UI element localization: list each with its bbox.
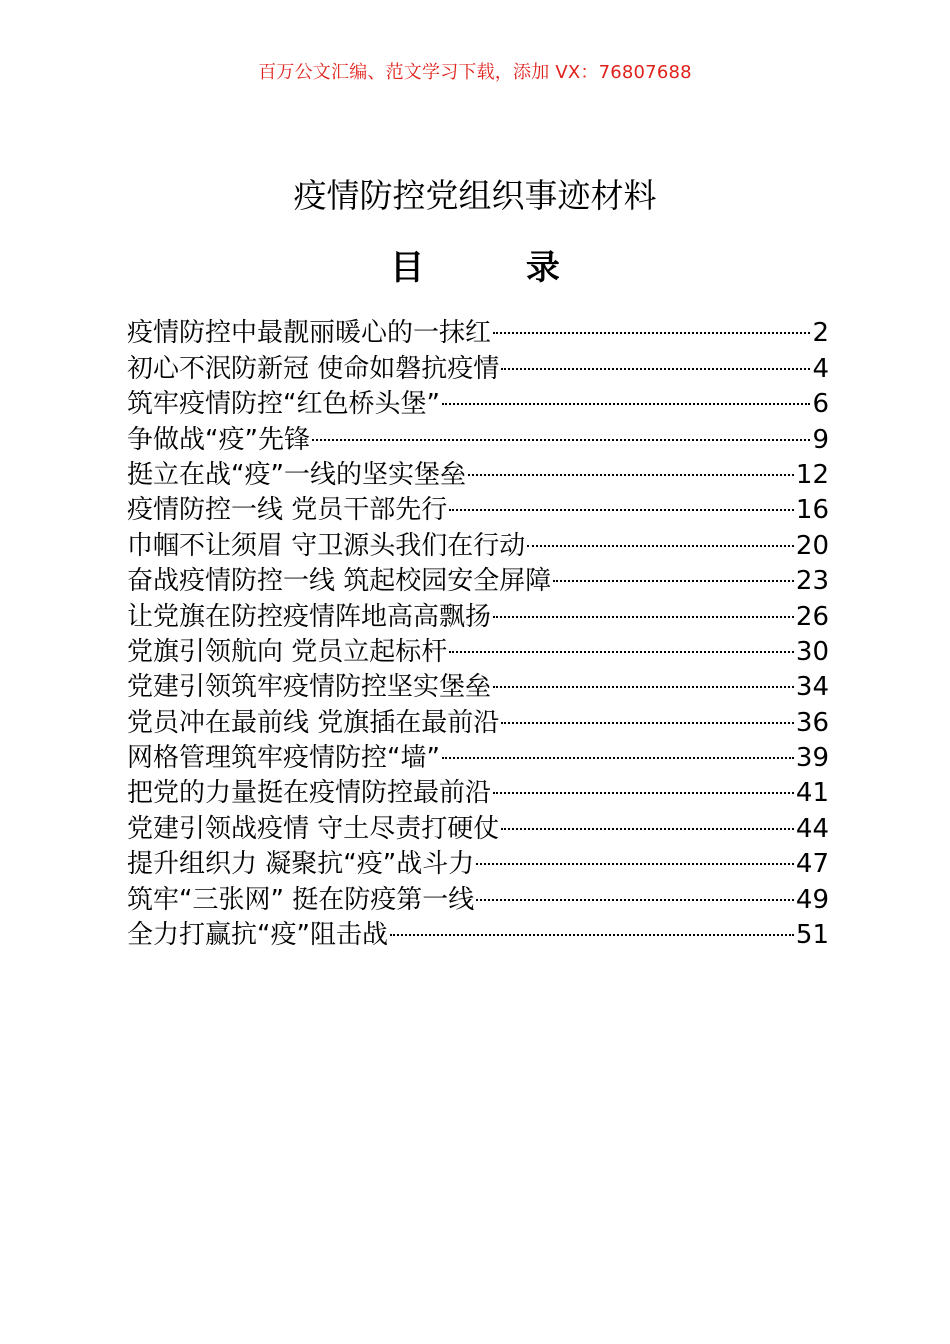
toc-heading-char: 目 [390, 248, 425, 288]
toc-leader-dots [501, 801, 794, 836]
toc-entry-title[interactable]: 党建引领筑牢疫情防控坚实堡垒 [127, 672, 492, 703]
toc-entry-page: 39 [795, 743, 829, 774]
toc-entry-page: 12 [795, 459, 829, 490]
toc-leader-dots [553, 554, 794, 589]
toc-entry-title[interactable]: 疫情防控一线 党员干部先行 [127, 495, 448, 526]
toc-leader-dots [468, 448, 794, 483]
toc-leader-dots [449, 625, 794, 660]
toc-leader-dots [501, 341, 810, 376]
toc-entry-title[interactable]: 奋战疫情防控一线 筑起校园安全屏障 [127, 566, 552, 597]
toc-leader-dots [449, 483, 794, 518]
toc-leader-dots [493, 766, 794, 801]
toc-entry-page: 2 [812, 318, 829, 349]
toc-entry-page: 6 [812, 389, 829, 420]
toc-entry-title[interactable]: 巾帼不让须眉 守卫源头我们在行动 [127, 530, 526, 561]
toc-entry-page: 16 [795, 495, 829, 526]
toc-leader-dots [476, 872, 794, 907]
toc-entry-title[interactable]: 把党的力量挺在疫情防控最前沿 [127, 778, 492, 809]
toc-entry[interactable] [127, 306, 829, 349]
toc-leader-dots [442, 377, 811, 412]
toc-entry-title[interactable]: 提升组织力 凝聚抗“疫”战斗力 [127, 849, 475, 880]
toc-leader-dots [442, 731, 794, 766]
toc-entry-page: 20 [795, 530, 829, 561]
toc-entry-title[interactable]: 全力打赢抗“疫”阻击战 [127, 920, 388, 951]
toc-entry-title[interactable]: 党旗引领航向 党员立起标杆 [127, 636, 448, 667]
toc-leader-dots [312, 412, 811, 447]
toc-entry-title[interactable]: 党建引领战疫情 守土尽责打硬仗 [127, 813, 500, 844]
toc-entry-page: 9 [812, 424, 829, 455]
table-of-contents [127, 306, 829, 951]
toc-entry-page: 26 [795, 601, 829, 632]
toc-leader-dots [390, 908, 794, 943]
toc-entry-title[interactable]: 网格管理筑牢疫情防控“墙” [127, 743, 440, 774]
toc-entry-page: 36 [795, 707, 829, 738]
toc-leader-dots [493, 589, 794, 624]
toc-entry-title[interactable]: 党员冲在最前线 党旗插在最前沿 [127, 707, 500, 738]
toc-entry-title[interactable]: 挺立在战“疫”一线的坚实堡垒 [127, 459, 466, 490]
toc-leader-dots [476, 837, 794, 872]
toc-entry-page: 30 [795, 636, 829, 667]
toc-entry-page: 47 [795, 849, 829, 880]
toc-leader-dots [493, 660, 794, 695]
document-title: 疫情防控党组织事迹材料 [293, 176, 657, 215]
toc-leader-dots [501, 695, 794, 730]
toc-entry-page: 4 [812, 353, 829, 384]
toc-heading-char: 录 [525, 248, 560, 288]
toc-entry-title[interactable]: 争做战“疫”先锋 [127, 424, 310, 455]
toc-entry-title[interactable]: 筑牢“三张网” 挺在防疫第一线 [127, 884, 475, 915]
toc-entry-page: 34 [795, 672, 829, 703]
toc-entry-page: 49 [795, 884, 829, 915]
toc-heading [0, 240, 950, 289]
toc-entry-page: 44 [795, 813, 829, 844]
toc-leader-dots [527, 518, 794, 553]
toc-leader-dots [493, 306, 810, 341]
toc-entry-page: 51 [795, 920, 829, 951]
toc-entry-title[interactable]: 让党旗在防控疫情阵地高高飘扬 [127, 601, 492, 632]
toc-entry-title[interactable]: 初心不泯防新冠 使命如磐抗疫情 [127, 353, 500, 384]
toc-entry-title[interactable]: 筑牢疫情防控“红色桥头堡” [127, 389, 440, 420]
toc-entry-page: 23 [795, 566, 829, 597]
toc-entry-title[interactable]: 疫情防控中最靓丽暖心的一抹红 [127, 318, 492, 349]
toc-entry-page: 41 [795, 778, 829, 809]
header-contact-note: 百万公文汇编、范文学习下载，添加 VX：76807688 [258, 62, 692, 83]
